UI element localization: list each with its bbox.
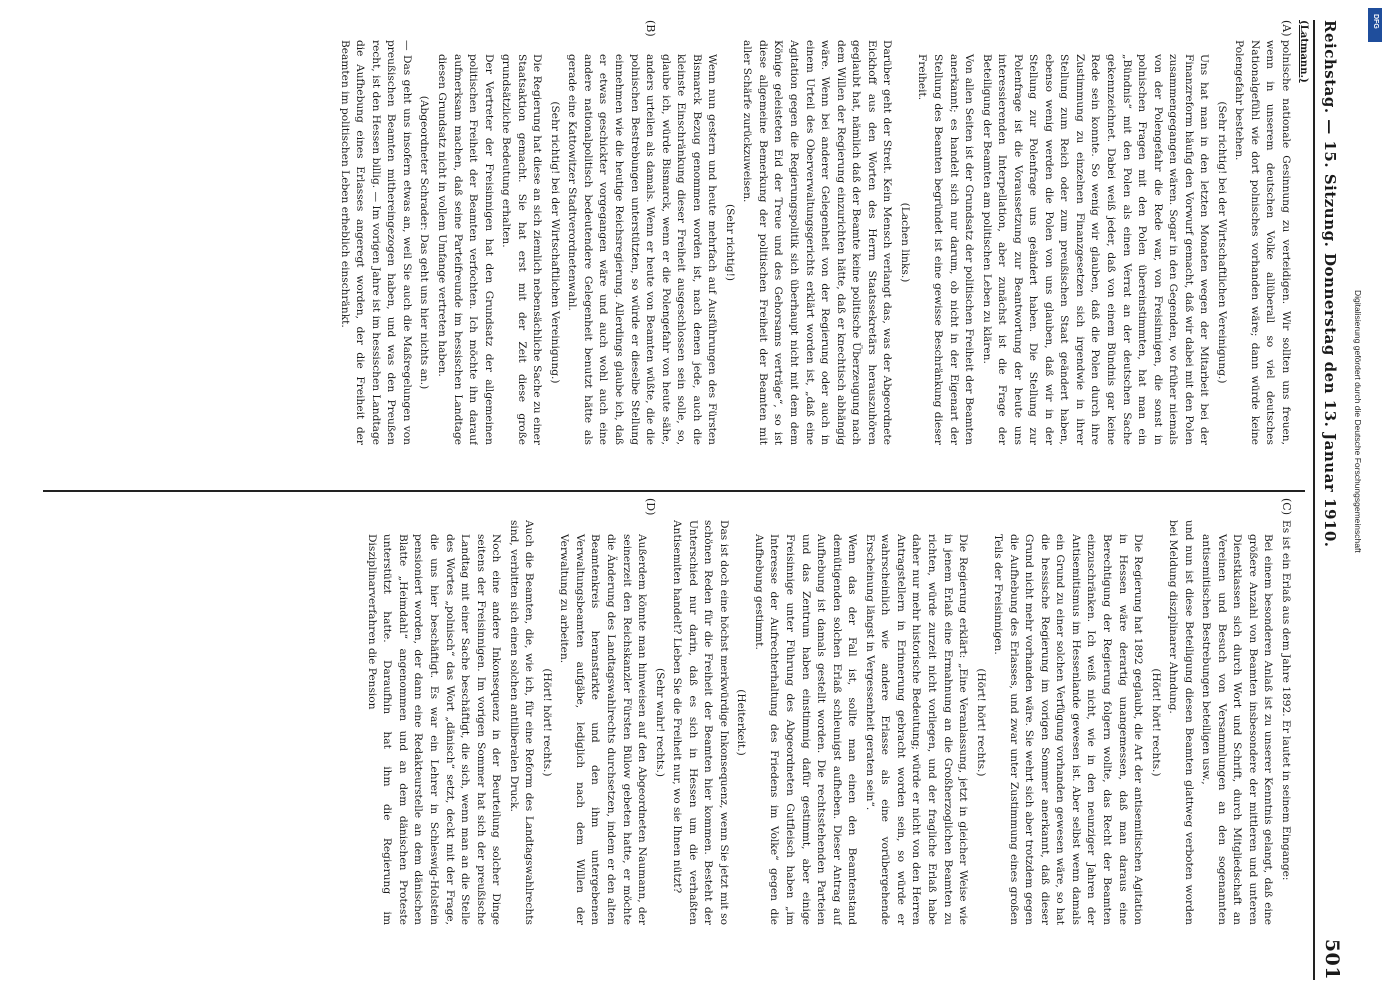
paragraph: Außerdem könnte man hinweisen auf den Abgeordneten Naumann, der seinerzeit den Reichskanzler Fürsten Bülow gebeten hatte, er möchte die Änderung des Landtagswahlrechts durchsetzen, indem er den alten Beamtenkreis heranstarkte und den ihm untergebenen Verwaltungsbeamten aufgäbe, lediglich nach dem Willen der Verwaltung zu arbeiten. xyxy=(558,534,649,925)
paragraph: Darüber geht der Streit. Kein Mensch verlangt das, was der Abgeordnete Eickhoff aus den Worten des Herrn Staatssekretärs herauszuhören geglaubt hat, nämlich daß der Beamte keine politische Überzeugung nach dem Willen der Regierung einzurichten hätte, daß er knechtisch abhängig wäre. Wenn bei anderer Gelegenheit von der Regierung oder auch in einem Urteil des Oberverwaltungsgerichts erklärt worden ist, „daß eine Agitation gegen die Regierungspolitik sich überhaupt nicht mit dem dem Könige geleisteten Eid der Treue und des Gehorsams verträge“, so ist diese allgemeine Bemerkung der politischen Freiheit der Beamten mit aller Schärfe zurückzuweisen. xyxy=(741,40,894,445)
paragraph: Wenn das der Fall ist, sollte man einen den Beamtenstand demütigenden solchen Erlaß schleunigst aufheben. Dieser Antrag auf Aufhebung ist damals gestellt worden. Die rechtsstehenden Parteien und das Zentrum haben einstimmig dafür gestimmt, aber einige Freisinnige unter Führung des Abgeordneten Gutfleisch haben „im Interesse der Aufrechterhaltung des Friedens im Volke“ gegen die Aufhebung gestimmt. xyxy=(752,534,859,925)
margin-mark-c: (C) xyxy=(1280,498,1293,515)
interjection: (Abgeordneter Schrader: Das geht uns hier nichts an.) xyxy=(418,95,431,390)
paragraph: Die Regierung hat 1892 geglaubt, die Art der antisemitischen Agitation in Hessen wäre derartig unangemessen, daß man daraus eine Berechtigung der Regierung folgern wollte, das Recht der Beamten einzuschränken. Ich weiß nicht, wie in den neunziger Jahren der Antisemitismus im Hessenlande gewesen ist. Aber selbst wenn damals ein Grund zu einer solchen Verfügung vorhanden gewesen wäre, so hat die hessische Regierung im vorigen Sommer anerkannt, daß dieser Grund nicht mehr vorhanden wäre. Sie wehrt sich aber trotzdem gegen die Aufhebung des Erlasses, und zwar unter Zustimmung eines großen Teils der Freisinnigen. xyxy=(992,534,1145,925)
interjection: (Sehr wahr! rechts.) xyxy=(653,667,666,778)
paragraph: Es ist ein Erlaß aus dem Jahre 1892. Er lautet in seinem Eingange: xyxy=(1280,520,1292,881)
paragraph: Wenn nun gestern und heute mehrfach auf Ausführungen des Fürsten Bismarck Bezug genommen worden ist, nach denen jede, auch die kleinste Einschränkung dieser Freiheit ausgeschlossen sein solle, so, glaube ich, würde Bismarck, wenn er die Polengefahr von heute sähe, anders urteilen als damals. Wenn er heute von Beamten wüßte, die die polnischen Bestrebungen unterstützten, so würde er dieselbe Stellung einnehmen wie die heutige Reichsregierung. Allerdings glaube ich, daß er etwas geschickter vorgegangen wäre und auch wohl auch eine andere nationalpolitisch bedeutendere Gelegenheit benutzt hätte als gerade eine Kattowitzer Stadtverordnetenwahl. xyxy=(566,54,719,445)
interjection: (Sehr richtig!) xyxy=(723,204,736,281)
rotated-newspaper-page xyxy=(35,20,1345,980)
paragraph: Die Regierung hat diese an sich ziemlich nebensächliche Sache zu einer Staatsaktion gemacht. Sie hat erst mit der Zeit diese große grundsätzliche Bedeutung erhalten. xyxy=(500,54,544,445)
paragraph: Die Regierung erklärt: „Eine Veranlassung, jetzt in gleicher Weise wie in jenem Erlaß eine Ermahnung an die Großherzoglichen Beamten zu richten, würde zurzeit nicht vorliegen, und der fragliche Erlaß habe daher nur mehr historische Bedeutung; würde er nicht von den Herren Antragstellern in Erinnerung gebracht worden sein, so würde er wahrscheinlich wie andere Erlasse als eine vorübergehende Erscheinung längst in Vergessenheit geraten sein“. xyxy=(863,534,970,925)
paragraph: Das ist doch eine höchst merkwürdige Inkonsequenz, wenn Sie jetzt mit so schönen Reden für die Freiheit der Beamten hier kommen. Besteht der Unterschied nur darin, daß es sich in Hessen um die verhaßten Antisemiten handelt? Lieben Sie die Freiheit nur, wo sie Ihnen nützt? xyxy=(671,520,730,925)
interjection: (Hört! hört! rechts.) xyxy=(540,668,553,777)
interjection: (Heiterkeit.) xyxy=(735,689,748,756)
paragraph: Uns hat man in den letzten Monaten wegen der Mitarbeit bei der Finanzreform häufig den Vorwurf gemacht, daß wir dabei mit den Polen zusammengegangen wären. Sogar in den Gegenden, wo früher niemals von der Polengefahr die Rede war, von Freisinnigen, die sonst in polnischen Fragen mit den Polen übereinstimmten, hat man ein „Bündnis“ mit den Polen als einen Verrat an der deutschen Sache gekennzeichnet. Dabei weiß jeder, daß von einem Bündnis gar keine Rede sein konnte. So wenig wir glauben, daß die Polen durch ihre Zustimmung zu einzelnen Finanzgesetzen sich irgendwie in ihrer Stellung zum Reich oder zum preußischen Staat geändert haben, ebenso wenig werden die Polen von uns glauben, daß wir in der Stellung zur Polenfrage uns geändert haben. Die Stellung zur Polenfrage ist die Voraussetzung zur Beantwortung der heute uns interessierenden Interpellation, aber zunächst ist die Frage der Beteiligung der Beamten am politischen Leben zu klären. xyxy=(980,54,1211,445)
paragraph: — Das geht uns insofern etwas an, weil Sie auch die Maßregelungen von preußischen Beamten mithereingezogen haben, und was den Preußen recht, ist den Hessen billig. — Im vorigen Jahre ist im hessischen Landtage die Aufhebung eines Erlasses angeregt worden, der die Freiheit der Beamten im politischen Leben erheblich einschränkt. xyxy=(338,40,413,445)
speaker-tag: (Latmann.) xyxy=(1298,20,1309,83)
session-title: Reichstag. — 15. Sitzung. Donnerstag den 13. Januar 1910. xyxy=(1321,20,1339,548)
column-divider xyxy=(43,490,1305,492)
paragraph: Der Vertreter der Freisinnigen hat den Grundsatz der allgemeinen politischen Freiheit der Beamten verfochten. Ich möchte ihn darauf aufmerksam machen, daß seine Parteifreunde im hessischen Landtage diesen Grundsatz nicht in vollem Umfange vertreten haben. xyxy=(436,54,495,445)
page-number: 501 xyxy=(1321,938,1343,980)
interjection: (Hört! hört! rechts.) xyxy=(1149,668,1162,777)
left-column xyxy=(48,40,1293,445)
paragraph: Von allen Seiten ist der Grundsatz der politischen Freiheit der Beamten anerkannt; es handelt sich nur darum, ob nicht in der Eigenart der Stellung des Beamten begründet ist eine gewisse Beschränkung dieser Freiheit. xyxy=(916,54,976,445)
dfg-logo-badge xyxy=(1368,8,1382,42)
margin-mark-d: (D) xyxy=(644,498,657,516)
header-rule xyxy=(1313,20,1315,980)
dfg-badge-label: DFG xyxy=(1372,14,1379,29)
interjection: (Sehr richtig! bei der Wirtschaftlichen Vereinigung.) xyxy=(1215,101,1228,384)
right-column xyxy=(48,520,1293,925)
page-header xyxy=(1315,20,1345,980)
paragraph: und nun ist diese Beteiligung diesen Beamten glattweg verboten worden bei Meldung disziplinarer Ahndung. xyxy=(1167,520,1195,925)
interjection: (Sehr richtig! bei der Wirtschaftlichen Vereinigung.) xyxy=(548,101,561,384)
paragraph: Auch die Beamten, die, wie ich, für eine Reform des Landtagswahlrechts sind, verbitten sich einen solchen antiliberalen Druck. xyxy=(507,520,536,925)
interjection: (Lachen links.) xyxy=(898,202,911,283)
margin-mark-a: (A) xyxy=(1280,20,1293,37)
credit-text: Digitalisierung gefördert durch die Deutsche Forschungsgemeinschaft xyxy=(1353,290,1363,553)
margin-mark-b: (B) xyxy=(644,20,657,37)
paragraph: polnische nationale Gesinnung zu verteidigen. Wir sollten uns freuen, wenn in unserem deutschen Volke allüberall so viel deutsches Nationalgefühl wie dort polnisches vorhanden wäre; dann würde keine Polengefahr bestehen. xyxy=(1233,40,1292,445)
quoted-decree: Bei einem besonderen Anlaß ist zu unserer Kenntnis gelangt, daß eine größere Anzahl von Beamten insbesondere der mittleren und unteren Dienstklassen sich durch Wort und Schrift, durch Mitgliedschaft an Vereinen und Besuch von Versammlungen an den sogenannten antisemitischen Bestrebungen beteiligen usw., xyxy=(1200,534,1275,925)
interjection: (Hört! hört! rechts.) xyxy=(974,668,987,777)
digitization-credit xyxy=(1353,290,1373,553)
paragraph: Noch eine andere Inkonsequenz in der Beurteilung solcher Dinge seitens der Freisinnigen. Im vorigen Sommer hat sich der preußische Landtag mit einer Sache beschäftigt, die sich, wenn man an die Stelle des Wortes „polnisch“ das Wort „dänisch“ setzt, deckt mit der Frage, die uns hier beschäftigt. Es war ein Lehrer in Schleswig-Holstein pensioniert worden, der dann eine Redakteurstelle an dem dänischen Blatte „Heimdahl“ angenommen und an dem dänischen Proteste unterstützt hatte. Daraufhin hat ihm die Regierung im Disziplinarverfahren die Pension xyxy=(365,534,503,925)
